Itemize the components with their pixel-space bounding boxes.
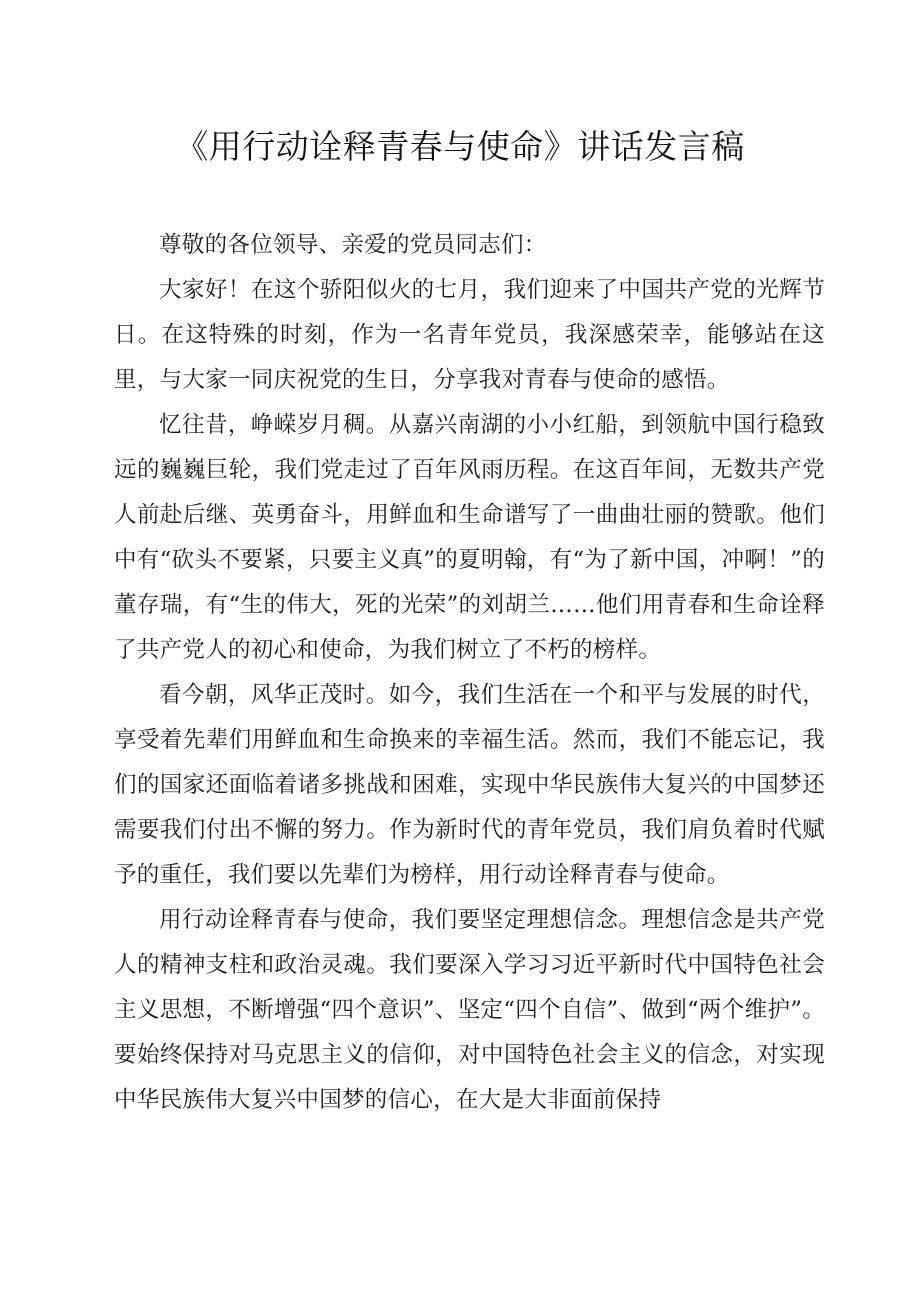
present-paragraph: 看今朝，风华正茂时。如今，我们生活在一个和平与发展的时代，享受着先辈们用鲜血和生命换来的幸福生活。然而，我们不能忘记，我们的国家还面临着诸多挑战和困难，实现中华民族伟大复兴的中国梦还需要我们付出不懈的努力。作为新时代的青年党员，我们肩负着时代赋予的重任，我们要以先辈们为榜样，用行动诠释青春与使命。 bbox=[114, 682, 825, 888]
ideals-paragraph: 用行动诠释青春与使命，我们要坚定理想信念。理想信念是共产党人的精神支柱和政治灵魂。我们要深入学习习近平新时代中国特色社会主义思想，不断增强“四个意识”、坚定“四个自信”、做到“两个维护”。要始终保持对马克思主义的信仰，对中国特色社会主义的信念，对实现中华民族伟大复兴中国梦的信心，在大是大非面前保持 bbox=[114, 907, 825, 1113]
speech-body bbox=[114, 223, 825, 1123]
greeting-paragraph: 大家好！在这个骄阳似火的七月，我们迎来了中国共产党的光辉节日。在这特殊的时刻，作为一名青年党员，我深感荣幸，能够站在这里，与大家一同庆祝党的生日，分享我对青春与使命的感悟。 bbox=[114, 277, 825, 393]
document-title: 《用行动诠释青春与使命》讲话发言稿 bbox=[175, 127, 745, 166]
salutation-paragraph: 尊敬的各位领导、亲爱的党员同志们： bbox=[159, 232, 547, 258]
history-paragraph: 忆往昔，峥嵘岁月稠。从嘉兴南湖的小小红船，到领航中国行稳致远的巍巍巨轮，我们党走过了百年风雨历程。在这百年间，无数共产党人前赴后继、英勇奋斗，用鲜血和生命谱写了一曲曲壮丽的赞歌。他们中有“砍头不要紧，只要主义真”的夏明翰，有“为了新中国，冲啊！”的董存瑞，有“生的伟大，死的光荣”的刘胡兰……他们用青春和生命诠释了共产党人的初心和使命，为我们树立了不朽的榜样。 bbox=[114, 412, 825, 663]
